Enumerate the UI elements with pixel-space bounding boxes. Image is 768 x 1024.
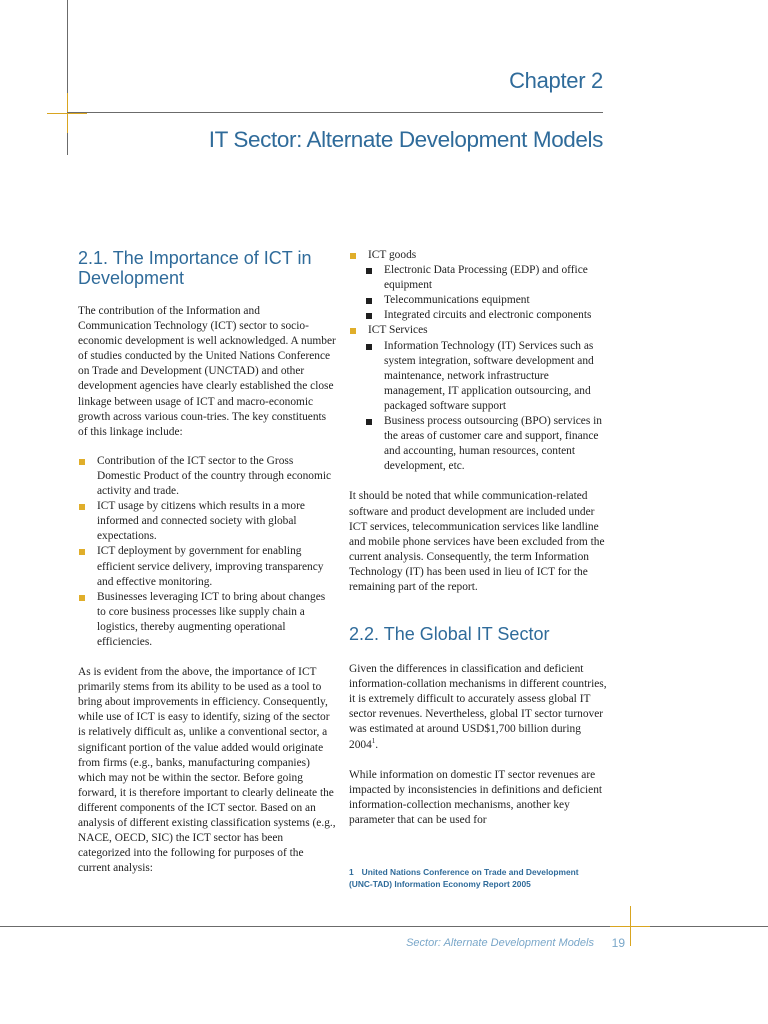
list-item — [349, 263, 607, 293]
square-bullet-icon — [79, 459, 85, 465]
square-bullet-icon — [366, 298, 372, 304]
left-column — [78, 248, 336, 876]
header-rule — [67, 112, 603, 113]
list-item-text: ICT Services — [368, 324, 428, 337]
section-heading-2-1-line2: Development — [78, 268, 185, 288]
list-item-text: ICT goods — [368, 249, 417, 261]
list-item — [78, 544, 336, 589]
square-bullet-icon — [79, 595, 85, 601]
list-item-text: ICT usage by citizens which results in a more informed and connected society with global expectations. — [97, 500, 305, 543]
footnote-number: 1 — [349, 867, 354, 877]
list-item — [78, 499, 336, 544]
list-item-text: Telecommunications equipment — [384, 294, 530, 307]
square-bullet-icon — [366, 313, 372, 319]
square-bullet-icon — [79, 549, 85, 555]
list-item — [349, 414, 607, 474]
chapter-label: Chapter 2 — [509, 68, 603, 93]
list-item — [349, 339, 607, 414]
list-item-text: Businesses leveraging ICT to bring about changes to core business processes like supply chain a logistics, thereby augmenting operational efficiencies. — [97, 590, 326, 648]
global-revenue-paragraph — [349, 662, 607, 753]
ict-note-paragraph: It should be noted that while communication-related software and product development are included under ICT services, telecommunication services like landline and mobile phone services have been excluded from the current analysis. Consequently, the term Information Technology (IT) has been used in lieu of ICT for the remaining part of the report. — [349, 490, 605, 593]
crop-mark-top-left-tick — [67, 93, 68, 133]
list-item-ict-goods — [349, 248, 607, 263]
square-bullet-icon — [366, 419, 372, 425]
list-item-text: Business process outsourcing (BPO) services in the areas of customer care and support, finance and accounting, human resources, content development, etc. — [384, 415, 602, 473]
list-item-text: Electronic Data Processing (EDP) and office equipment — [384, 264, 588, 292]
ict-services-list — [349, 323, 607, 338]
list-item-text: ICT deployment by government for enabling efficient service delivery, improving transparency and effective monitoring. — [97, 545, 324, 588]
ict-goods-sublist — [349, 263, 607, 323]
list-item-text: Integrated circuits and electronic components — [384, 309, 592, 322]
intro-paragraph: The contribution of the Information and Communication Technology (ICT) sector to socio-economic development is well acknowledged. A number of studies conducted by the United Nations Conference on Trade and Development (UNCTAD) and other development agencies have clearly established the close linkage between usage of ICT and macro-economic growth across various coun-tries. The key constituents of this linkage include: — [78, 305, 336, 438]
list-item-ict-services — [349, 323, 607, 338]
right-column — [349, 248, 607, 828]
square-bullet-icon — [366, 268, 372, 274]
ict-categories-list — [349, 248, 607, 263]
section-heading-2-2: 2.2. The Global IT Sector — [349, 624, 550, 645]
list-item — [349, 293, 607, 308]
global-revenue-text: Given the differences in classification and deficient information-collation mechanisms in different countries, it is extremely difficult to accurately assess global IT sector revenues. Nevertheless, global IT sector turnover was estimated at around USD$1,700 billion during 2004 — [349, 663, 607, 751]
list-item — [349, 308, 607, 323]
ict-services-sublist — [349, 339, 607, 475]
list-item-text: Contribution of the ICT sector to the Gross Domestic Product of the country through economic activity and trade. — [97, 454, 332, 498]
square-bullet-icon — [350, 328, 356, 334]
square-bullet-icon — [79, 504, 85, 510]
list-item — [78, 454, 336, 499]
square-bullet-icon — [366, 344, 372, 350]
running-footer-title: Sector: Alternate Development Models — [406, 937, 594, 949]
linkage-bullet-list — [78, 454, 336, 650]
chapter-title: IT Sector: Alternate Development Models — [208, 127, 603, 152]
footnote — [349, 866, 604, 890]
list-item — [78, 590, 336, 650]
section-heading-2-1 — [78, 248, 336, 288]
list-item-text: Information Technology (IT) Services such as system integration, software development and maintenance, network infrastructure management, IT application outsourcing, and packaged software support — [384, 339, 594, 412]
closing-paragraph: As is evident from the above, the importance of ICT primarily stems from its ability to be used as a tool to bring about improvements in efficiency. Consequently, while use of ICT is easy to identify, sizing of the sector is relatively difficult as, unlike a conventional sector, a significant portion of the value added would originate from firms (e.g., banks, manufacturing companies) which may not be within the sector. Before going forward, it is therefore important to clearly delineate the different components of the ICT sector. Based on an analysis of different existing classification systems (e.g., NACE, OECD, SIC) the ICT sector has been categorized into the following for purposes of the current analysis: — [78, 666, 336, 875]
crop-mark-bottom-right-vertical — [630, 906, 631, 946]
footer-rule — [0, 926, 768, 927]
square-bullet-icon — [350, 253, 356, 259]
section-heading-2-1-line1: 2.1. The Importance of ICT in — [78, 248, 312, 268]
global-revenue-end: . — [375, 738, 379, 751]
domestic-revenue-paragraph: While information on domestic IT sector revenues are impacted by inconsistencies in definitions and deficient information-collection mechanisms, another key parameter that can be used for — [349, 768, 603, 826]
page-number: 19 — [611, 936, 625, 950]
footnote-text: United Nations Conference on Trade and Development (UNC-TAD) Information Economy Report 2005 — [349, 867, 579, 889]
footnote-reference: 1 — [371, 736, 376, 745]
